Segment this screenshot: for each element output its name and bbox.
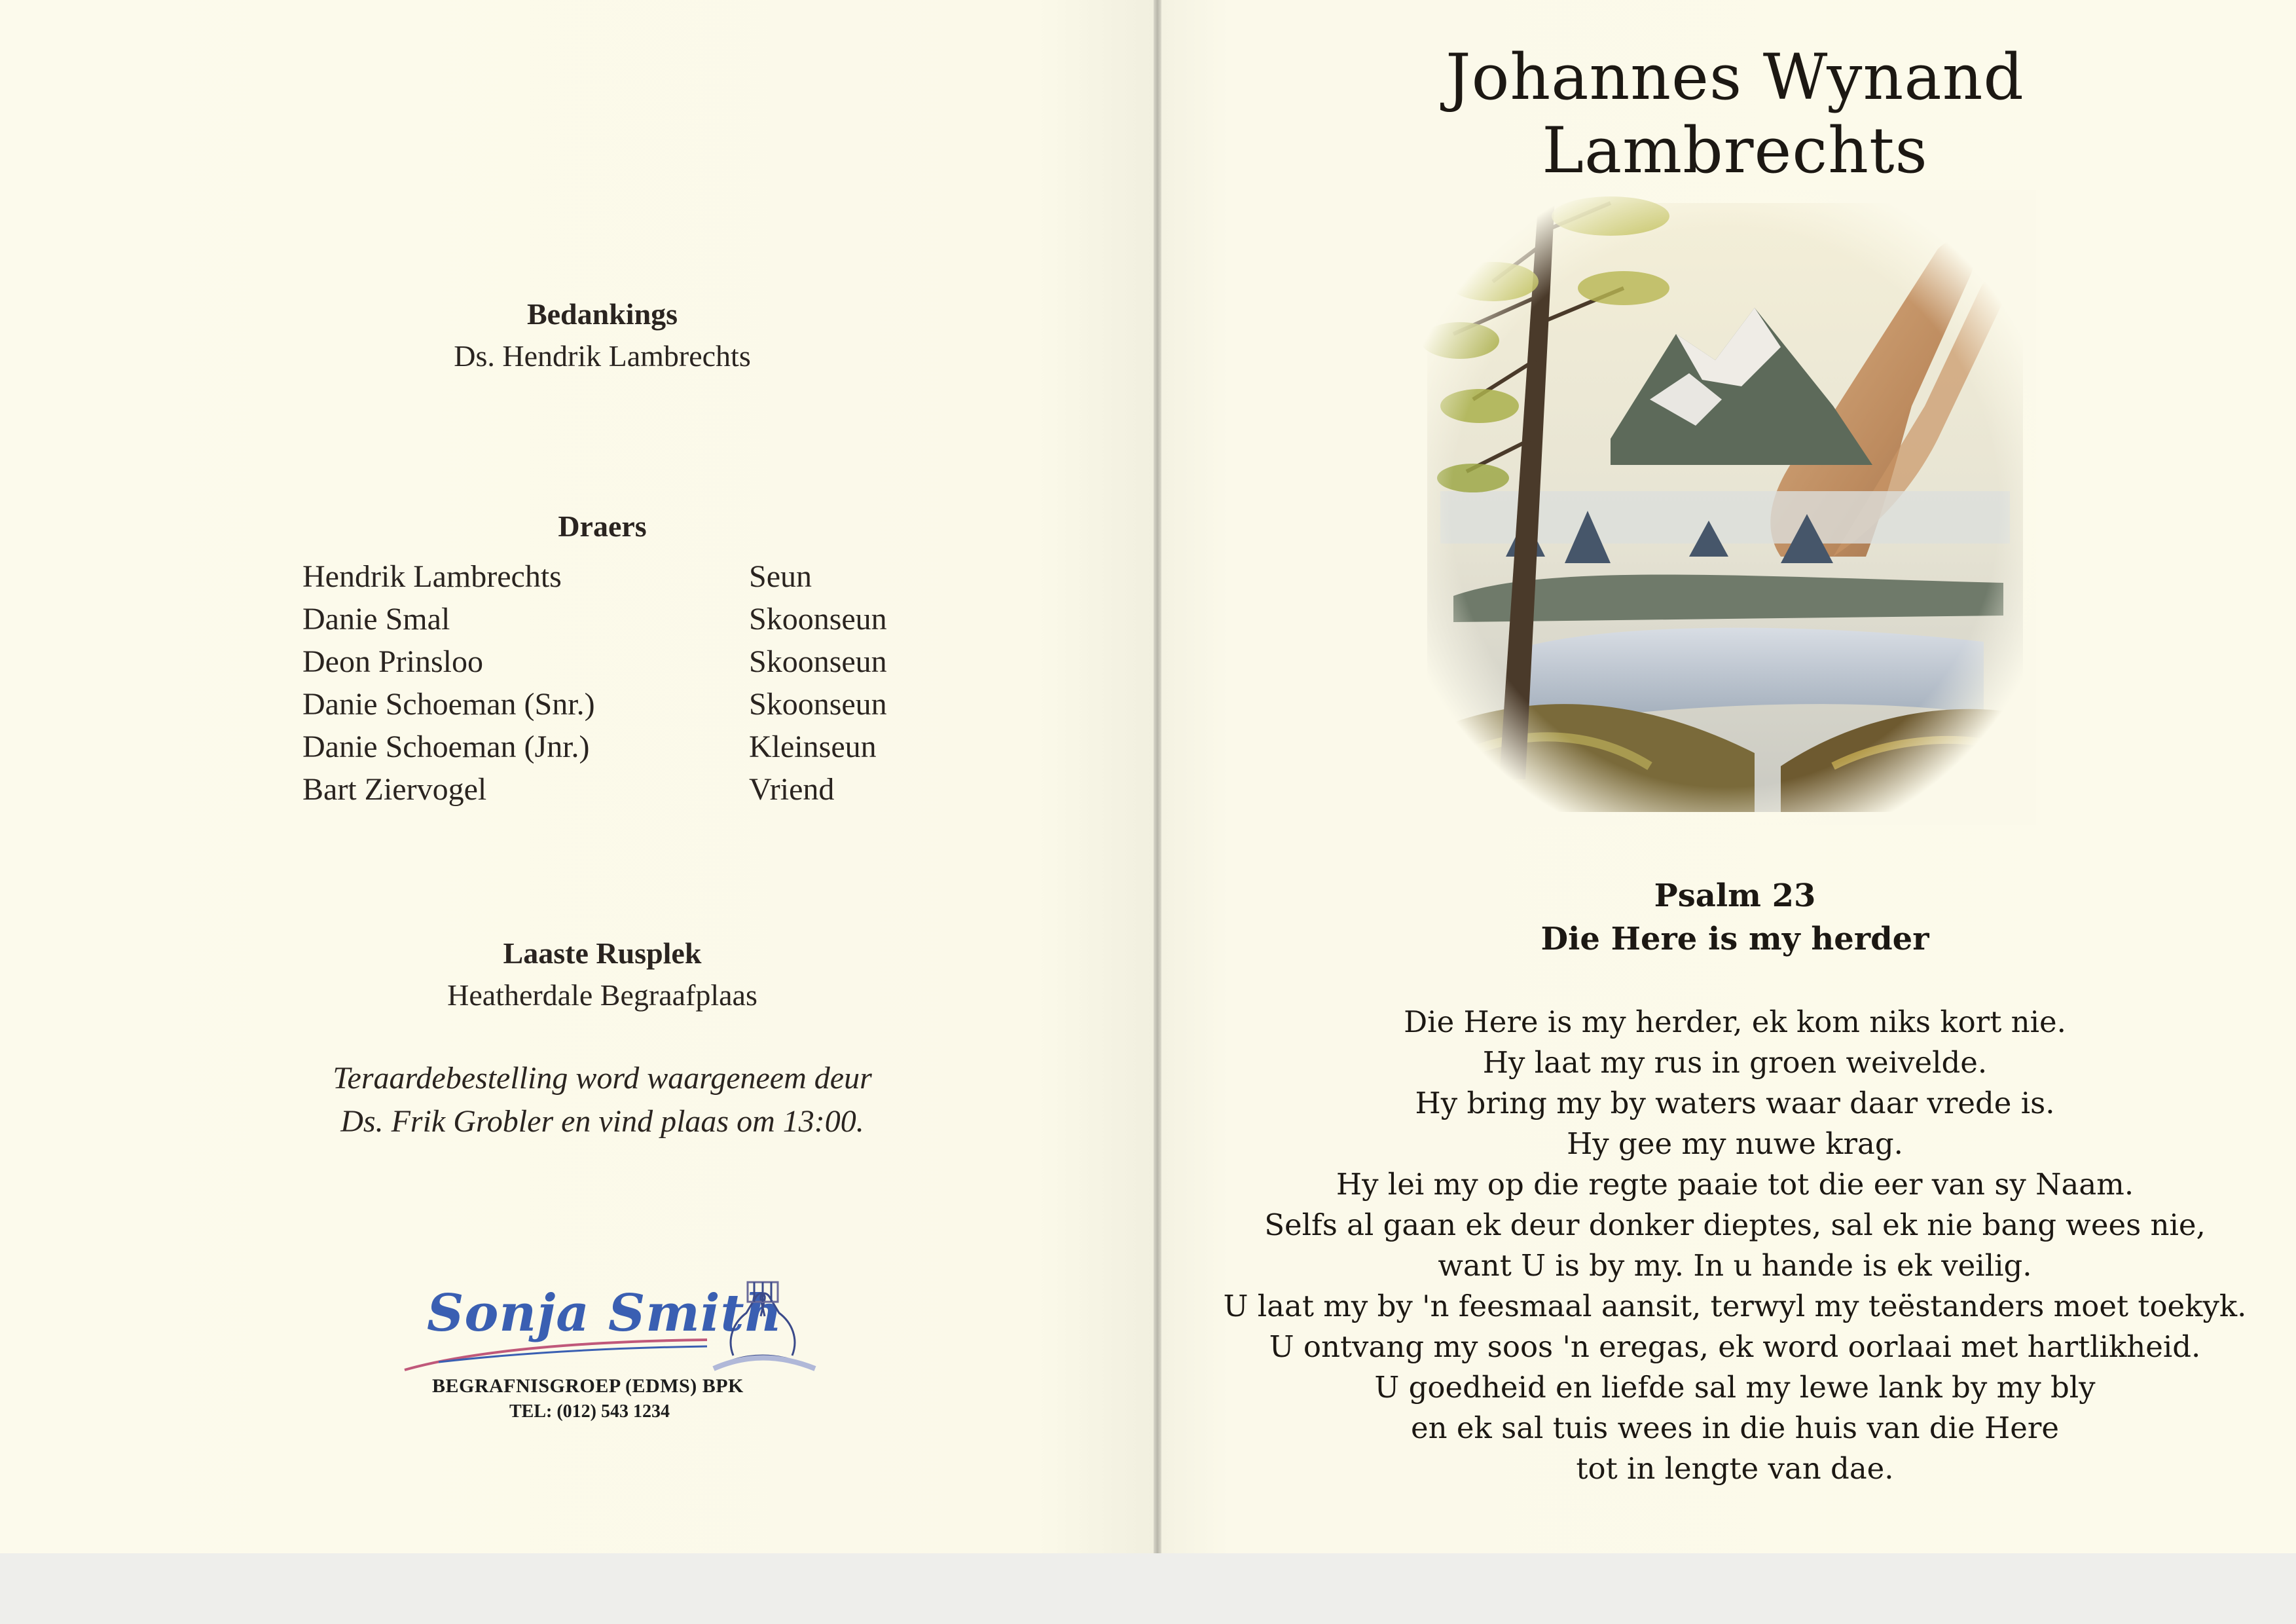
- thanks-name: Ds. Hendrik Lambrechts: [454, 339, 751, 373]
- burial-note-line-1: Teraardebestelling word waargeneem deur: [333, 1061, 872, 1096]
- bearer-name: Hendrik Lambrechts: [302, 559, 562, 594]
- bearer-name: Deon Prinsloo: [302, 644, 483, 679]
- psalm-line: U goedheid en liefde sal my lewe lank by my bly: [1374, 1370, 2096, 1405]
- resting-place-heading: Laaste Rusplek: [503, 936, 702, 970]
- bearer-relation: Kleinseun: [749, 729, 877, 764]
- landscape-painting: [1414, 190, 2036, 825]
- psalm-line: want U is by my. In u hande is ek veilig.: [1438, 1248, 2032, 1283]
- psalm-line: en ek sal tuis wees in die huis van die Here: [1410, 1411, 2060, 1445]
- psalm-line: U laat my by 'n feesmaal aansit, terwyl my teëstanders moet toekyk.: [1223, 1289, 2247, 1323]
- page-fold: [1154, 0, 1161, 1553]
- psalm-number: Psalm 23: [1654, 877, 1816, 914]
- bearer-row: [302, 726, 957, 768]
- psalm-line: U ontvang my soos 'n eregas, ek word oorlaai met hartlikheid.: [1269, 1329, 2201, 1364]
- psalm-line: Selfs al gaan ek deur donker dieptes, sal ek nie bang wees nie,: [1264, 1208, 2206, 1242]
- burial-note-line-2: Ds. Frik Grobler en vind plaas om 13:00.: [340, 1104, 864, 1139]
- logo-script-name: Sonja Smith: [427, 1283, 783, 1343]
- scan-margin: [0, 1553, 2296, 1624]
- bearer-name: Danie Schoeman (Snr.): [302, 687, 595, 722]
- logo-telephone: TEL: (012) 543 1234: [509, 1401, 670, 1422]
- bearer-name: Bart Ziervogel: [302, 772, 487, 807]
- thanks-heading: Bedankings: [526, 297, 678, 331]
- logo-company-name: BEGRAFNISGROEP (EDMS) BPK: [432, 1375, 744, 1397]
- bearers-heading-block: [275, 506, 930, 547]
- resting-place-name: Heatherdale Begraafplaas: [447, 978, 757, 1012]
- praying-hands-icon: [707, 1277, 818, 1375]
- psalm-line: Hy laat my rus in groen weivelde.: [1482, 1045, 1988, 1080]
- burial-note: [275, 1057, 930, 1143]
- bearer-row: [302, 598, 957, 640]
- resting-place-section: [275, 932, 930, 1016]
- psalm-heading: [1309, 874, 2160, 961]
- bearers-heading: Draers: [558, 509, 647, 543]
- psalm-line: tot in lengte van dae.: [1576, 1451, 1894, 1486]
- bearers-list: [302, 555, 957, 811]
- bearer-row: [302, 768, 957, 811]
- bearer-row: [302, 683, 957, 726]
- psalm-line: Die Here is my herder, ek kom niks kort nie.: [1404, 1005, 2066, 1039]
- psalm-line: Hy gee my nuwe krag.: [1567, 1126, 1903, 1161]
- bearer-relation: Skoonseun: [749, 602, 887, 637]
- bearer-name: Danie Smal: [302, 602, 450, 637]
- thanks-section: [275, 293, 930, 377]
- bearer-name: Danie Schoeman (Jnr.): [302, 729, 590, 764]
- psalm-line: Hy bring my by waters waar daar vrede is.: [1415, 1086, 2055, 1120]
- bearer-relation: Skoonseun: [749, 687, 887, 722]
- page-title: Johannes Wynand Lambrechts: [1446, 41, 2024, 187]
- bearer-relation: Seun: [749, 559, 812, 594]
- psalm-subtitle: Die Here is my herder: [1540, 921, 1929, 957]
- psalm-line: Hy lei my op die regte paaie tot die eer van sy Naam.: [1336, 1167, 2134, 1202]
- psalm-text: [1218, 1002, 2252, 1489]
- bearer-row: [302, 640, 957, 683]
- funeral-home-logo: [399, 1283, 818, 1434]
- bearer-relation: Vriend: [749, 772, 835, 807]
- bearer-row: [302, 555, 957, 598]
- bearer-relation: Skoonseun: [749, 644, 887, 679]
